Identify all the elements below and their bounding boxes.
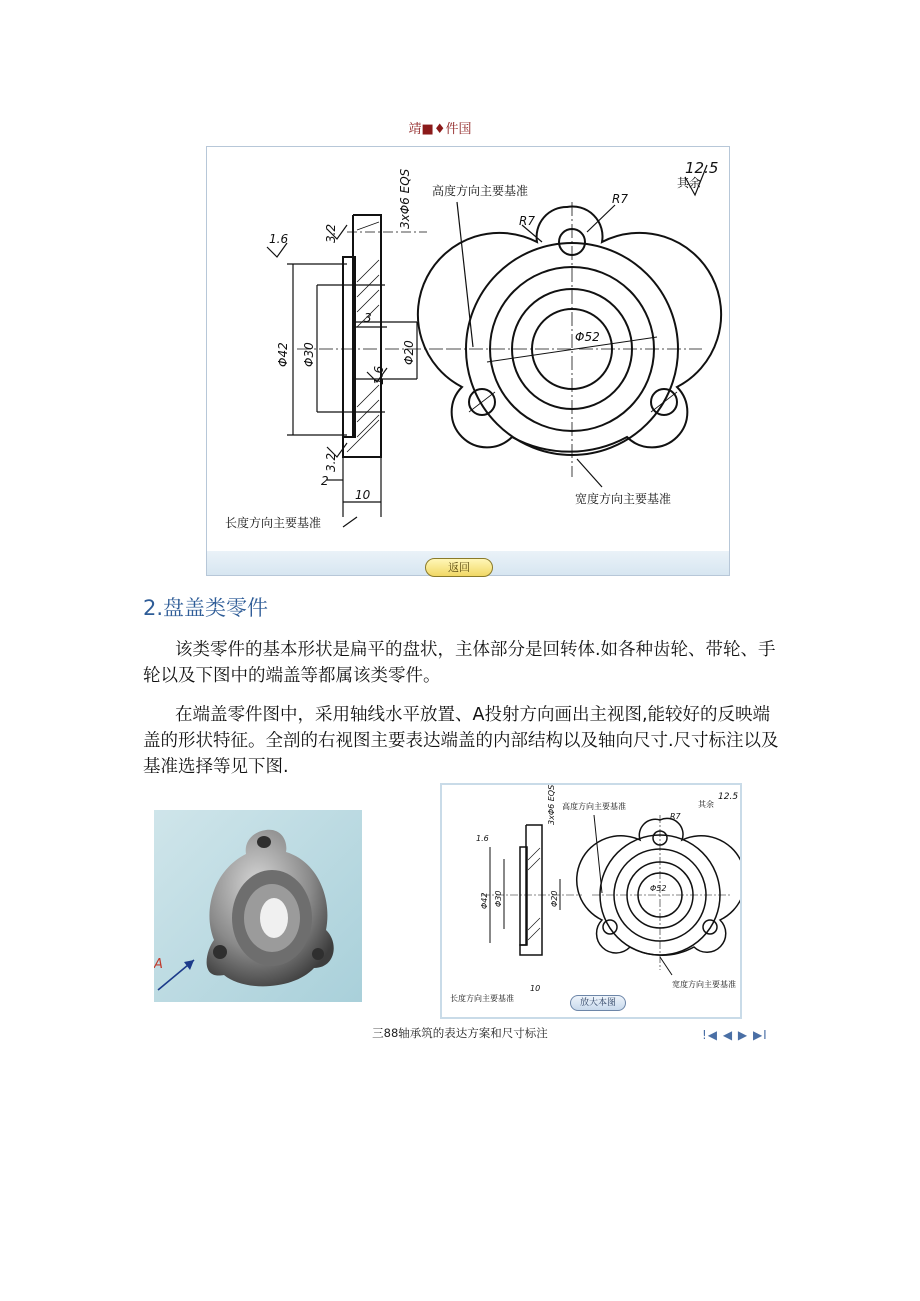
r7-label: R7 bbox=[612, 192, 628, 206]
rough-32a-label: 3.2 bbox=[324, 223, 338, 243]
figure-caption: 三88轴承筑的表达方案和尺寸标注 bbox=[372, 1026, 548, 1040]
main-drawing-panel bbox=[206, 146, 730, 576]
d42-label: Φ42 bbox=[276, 342, 290, 367]
dim10-label: 10 bbox=[355, 488, 371, 502]
roughness-main: 12.5 bbox=[685, 159, 719, 177]
d52-label: Φ52 bbox=[575, 330, 600, 344]
figure-header-caption: 靖■♦件国 bbox=[408, 122, 472, 137]
r7b-label: R7 bbox=[519, 214, 535, 228]
small-d20: Φ20 bbox=[550, 890, 559, 907]
rough-32b-label: 3.2 bbox=[324, 452, 338, 472]
width-datum-label: 宽度方向主要基准 bbox=[575, 492, 672, 506]
slide-nav-controls[interactable]: !◀ ◀ ▶ ▶I bbox=[702, 1028, 768, 1042]
small-dim10: 10 bbox=[530, 984, 541, 993]
d30-label: Φ30 bbox=[302, 342, 316, 367]
height-datum-label: 高度方向主要基准 bbox=[432, 184, 529, 198]
surface-note: 其余 bbox=[677, 176, 702, 190]
small-roughness: 12.5 bbox=[718, 792, 739, 802]
small-height-datum: 高度方向主要基准 bbox=[562, 802, 626, 811]
section-title: 2.盘盖类零件 bbox=[143, 596, 269, 620]
small-width-datum: 宽度方向主要基准 bbox=[672, 980, 736, 989]
small-r7: R7 bbox=[670, 812, 681, 821]
paragraph-1: 该类零件的基本形状是扁平的盘状，主体部分是回转体.如各种齿轮、带轮、手轮以及下图中的端盖等都属该类零件。 bbox=[143, 640, 776, 686]
end-cap-photo bbox=[154, 810, 362, 1002]
small-length-datum: 长度方向主要基准 bbox=[450, 994, 514, 1003]
rough-16a-label: 1.6 bbox=[269, 232, 289, 246]
enlarge-button[interactable]: 放大本图 bbox=[570, 995, 626, 1011]
small-d30: Φ30 bbox=[494, 890, 503, 907]
holes-label: 3xΦ6 EQS bbox=[398, 168, 412, 229]
small-d42: Φ42 bbox=[480, 892, 489, 909]
projection-label: A bbox=[154, 957, 163, 972]
front-view bbox=[418, 202, 721, 487]
small-d52: Φ52 bbox=[650, 884, 667, 893]
back-button[interactable]: 返回 bbox=[425, 558, 493, 577]
small-drawing-panel bbox=[440, 783, 742, 1019]
dim2-label: 2 bbox=[321, 474, 329, 488]
paragraph-2: 在端盖零件图中，采用轴线水平放置、A投射方向画出主视图,能较好的反映端盖的形状特征。全剖的右视图主要表达端盖的内部结构以及轴向尺寸.尺寸标注以及基准选择等见下图. bbox=[143, 705, 779, 777]
end-cap-drawing bbox=[207, 147, 729, 551]
dim3-label: 3 bbox=[364, 311, 372, 325]
rough-16b-label: 1.6 bbox=[372, 365, 386, 385]
small-surface-note: 其余 bbox=[698, 800, 714, 809]
small-holes: 3xΦ6 EQS bbox=[547, 785, 556, 825]
small-rough-16: 1.6 bbox=[476, 834, 489, 843]
length-datum-label: 长度方向主要基准 bbox=[225, 516, 322, 530]
d20-label: Φ20 bbox=[402, 340, 416, 365]
